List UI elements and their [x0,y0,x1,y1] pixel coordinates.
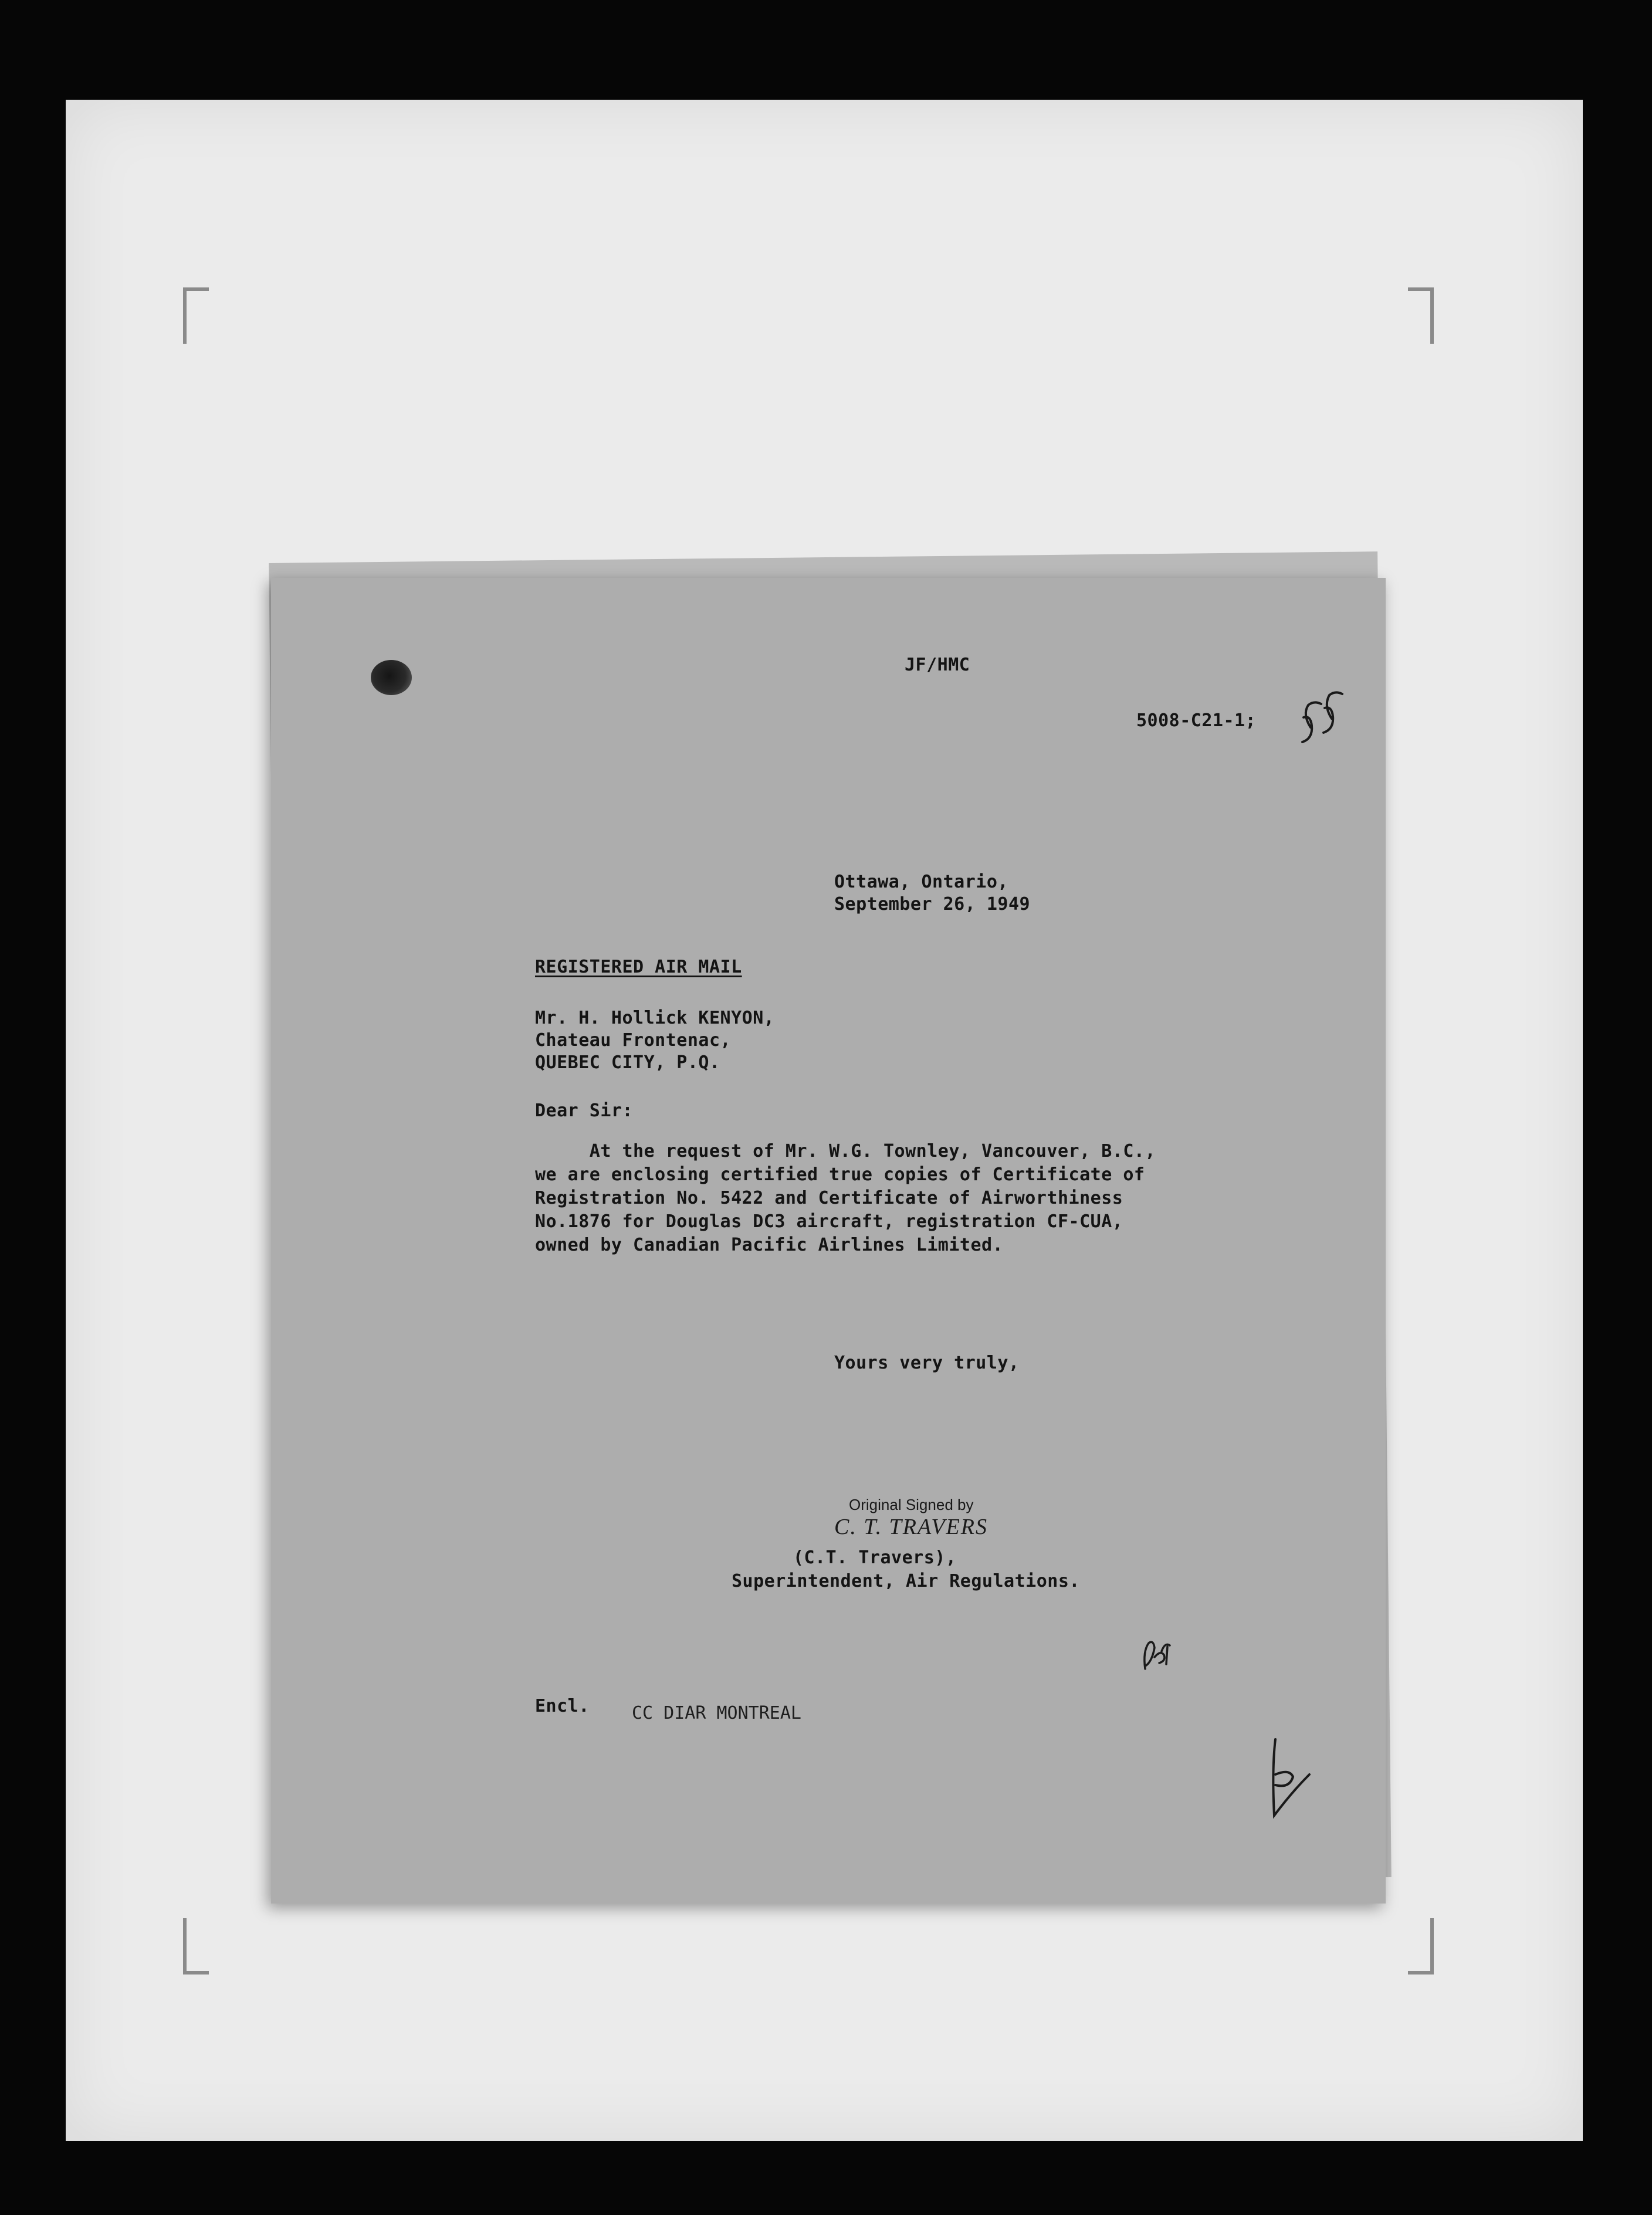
crop-mark-bottom-left [183,1918,209,1974]
enclosure-note: Encl. [535,1696,590,1716]
mail-type: REGISTERED AIR MAIL [535,957,742,977]
recipient-city: QUEBEC CITY, P.Q. [535,1052,720,1073]
carbon-copy-line: CC DIAR MONTREAL [632,1703,801,1723]
crop-mark-bottom-right [1408,1918,1434,1974]
letter-sheet [271,578,1386,1904]
crop-mark-top-left [183,287,209,344]
body-line: owned by Canadian Pacific Airlines Limited. [535,1235,1004,1255]
signatory-name: (C.T. Travers), [793,1547,957,1568]
recipient-hotel: Chateau Frontenac, [535,1030,732,1051]
body-line: At the request of Mr. W.G. Townley, Vancouver, B.C., [535,1141,1156,1161]
closing: Yours very truly, [834,1353,1020,1373]
recipient-name: Mr. H. Hollick KENYON, [535,1008,775,1028]
file-number: 5008-C21-1; [1136,710,1257,731]
body-line: No.1876 for Douglas DC3 aircraft, registration CF-CUA, [535,1211,1123,1232]
letter-place: Ottawa, Ontario, [834,872,1008,892]
signature-stamp-name: C. T. TRAVERS [834,1515,988,1539]
handwritten-check-mark [271,578,1386,1904]
crop-mark-top-right [1408,287,1434,344]
reference-initials: JF/HMC [905,655,970,675]
salutation: Dear Sir: [535,1100,634,1121]
signature-stamp-caption: Original Signed by [849,1496,974,1513]
signatory-title: Superintendent, Air Regulations. [732,1571,1080,1591]
letter-date: September 26, 1949 [834,894,1031,915]
body-line: Registration No. 5422 and Certificate of Airworthiness [535,1188,1123,1208]
body-line: we are enclosing certified true copies of Certificate of [535,1164,1145,1185]
